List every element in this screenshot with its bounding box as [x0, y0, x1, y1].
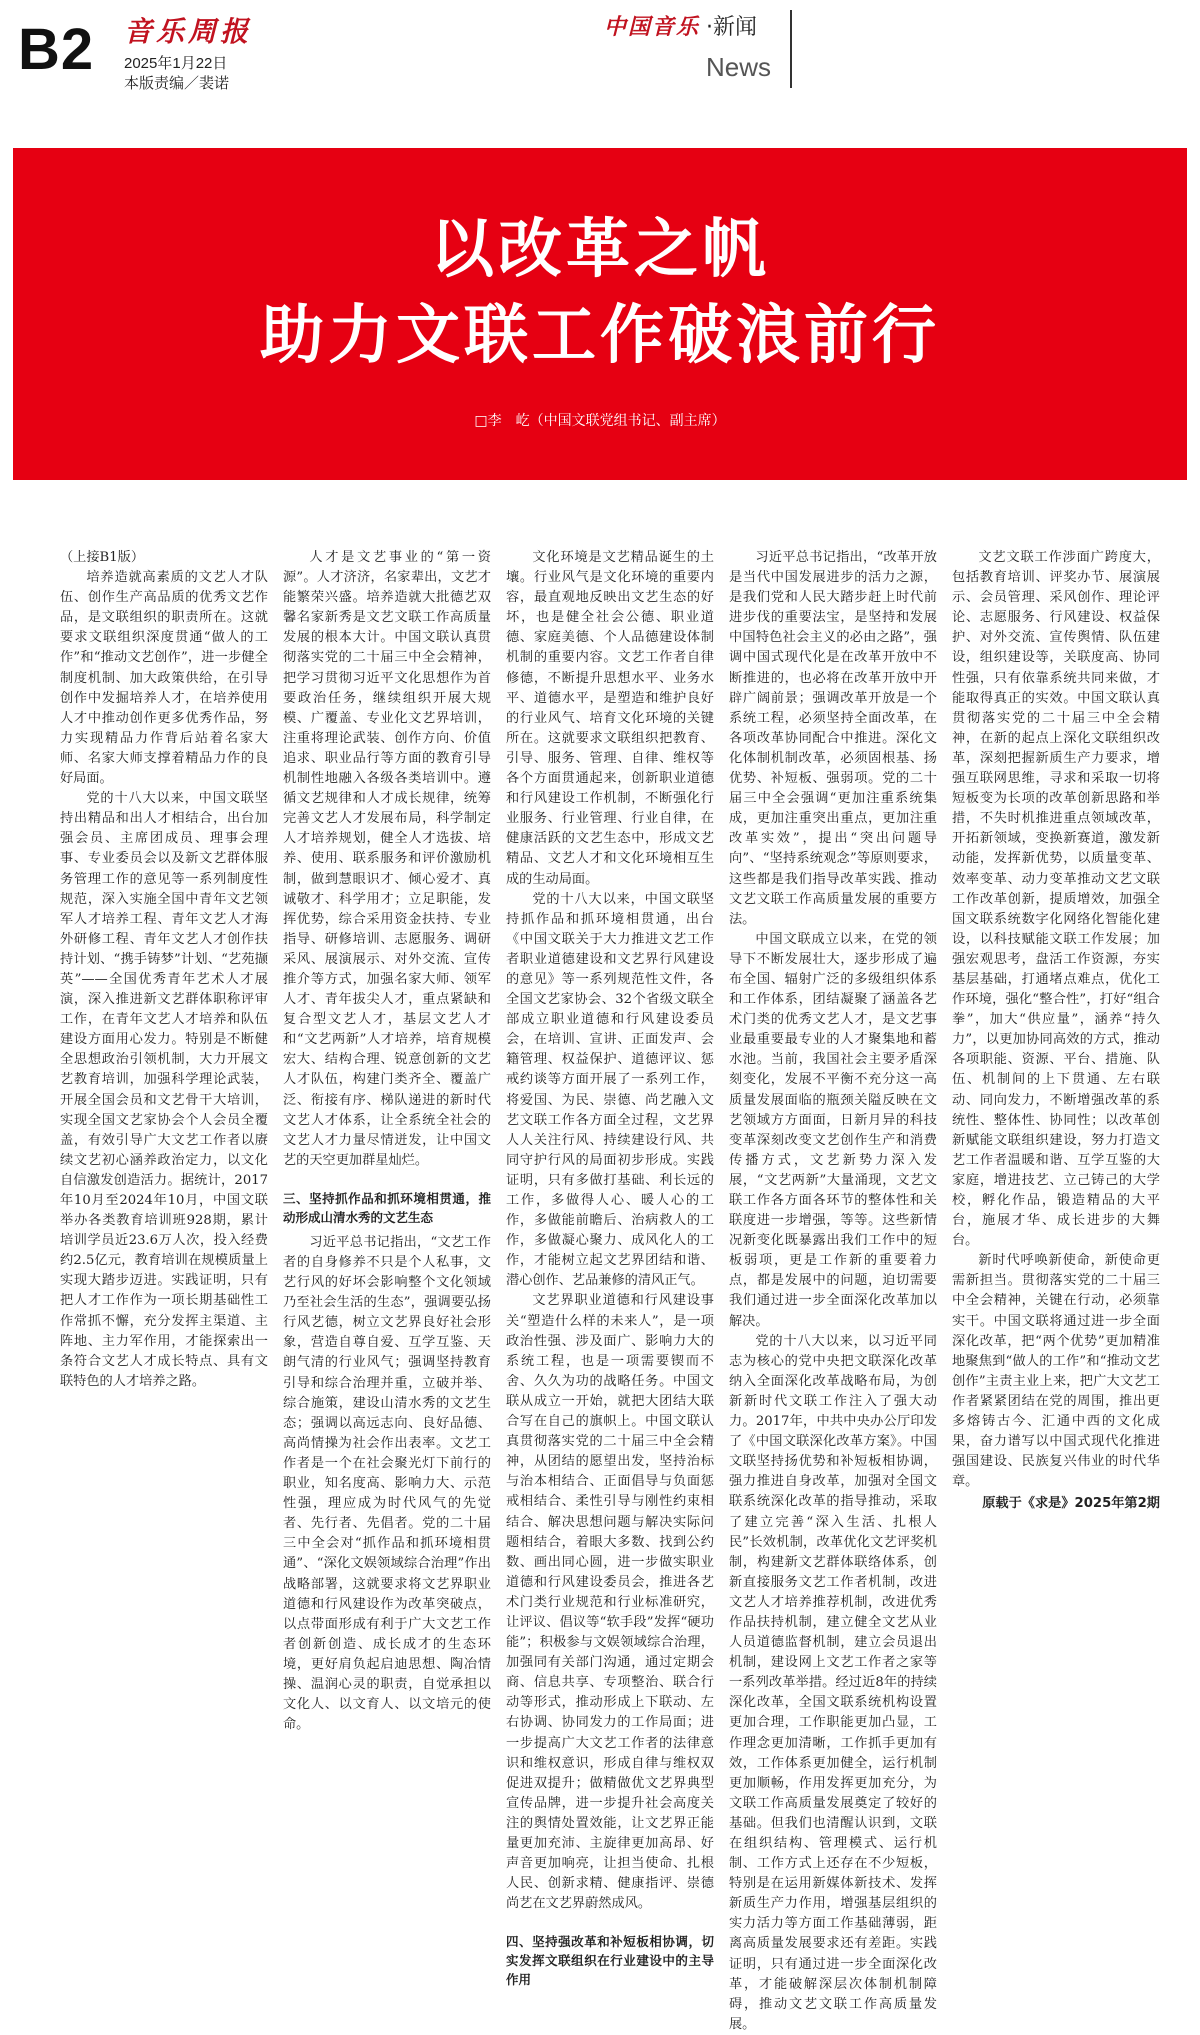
paragraph: 中国文联成立以来，在党的领导下不断发展壮大，逐步形成了遍布全国、辐射广泛的多级组织体系和工作体系，团结凝聚了涵盖各艺术门类的优秀文艺人才，是文艺事业最重要最专业的人才聚集地和蓄水池。当前，我国社会主要矛盾深刻变化，发展不平衡不充分这一高质量发展面临的瓶颈关隘反映在文艺领域方方面面，日新月异的科技变革深刻改变文艺创作生产和消费传播方式，文艺新势力深入发展，“文艺两新”大量涌现，文艺文联工作各方面各环节的整体性和关联度进一步增强，等等。这些新情况新变化既暴露出我们工作中的短板弱项，更是工作新的重要着力点，都是发展中的问题，迫切需要我们通过进一步全面深化改革加以解决。 [729, 931, 937, 1329]
column-1 [60, 548, 268, 1732]
section-logo: 中国音乐 [604, 14, 701, 40]
column-2 [283, 548, 491, 1732]
paragraph: 文化环境是文艺精品诞生的土壤。行业风气是文化环境的重要内容，最直观地反映出文艺生态的好坏，也是健全社会公德、职业道德、家庭美德、个人品德建设体制机制的重要内容。文艺工作者自律修德，不断提升思想水平、业务水平、道德水平，是塑造和维护良好的行业风气、培育文化环境的关键所在。这就要求文联组织把教育、引导、服务、管理、自律、维权等各个方面贯通起来，创新职业道德和行风建设工作机制，不断强化行业服务、行业管理、行业自律，在健康活跃的文艺生态中，形成文艺精品、文艺人才和文化环境相互生成的生动局面。 [506, 550, 714, 887]
article-body [60, 548, 1160, 2032]
masthead-divider [790, 10, 792, 88]
headline-line-2: 助力文联工作破浪前行 [260, 299, 940, 373]
source-note: 原载于《求是》2025年第2期 [982, 1496, 1160, 1512]
continued-note: （上接B1版） [60, 550, 145, 565]
paragraph: 党的十八大以来，中国文联坚持出精品和出人才相结合，出台加强会员、主席团成员、理事会理事、专业委员会以及新文艺群体服务管理工作的意见等一系列制度性规范，深入实施全国中青年文艺领军人才培养工程、青年文艺人才海外研修工程、青年文艺人才创作扶持计划、“携手铸梦”计划、“艺苑撷英”——全国优秀青年艺术人才展演，深入推进新文艺群体职称评审工作，在青年文艺人才培养和队伍建设方面用心发力。特别是不断健全思想政治引领机制，大力开展文艺教育培训，加强科学理论武装，开展全国会员和文艺骨干大培训，实现全国文艺家协会个人会员全覆盖，有效引导广大文艺工作者以赓续文艺初心涵养政治定力，以文化自信激发创造活力。据统计，2017年10月至2024年10月，中国文联举办各类教育培训班928期，累计培训学员近23.6万人次，投入经费约2.5亿元，教育培训在规模质量上实现大踏步迈进。实践证明，只有把人才工作作为一项长期基础性工作常抓不懈，充分发挥主渠道、主阵地、主力军作用，才能探索出一条符合文艺人才成长特点、具有文联特色的人才培养之路。 [60, 791, 268, 1389]
page-number: B2 [18, 17, 95, 82]
paragraph: 习近平总书记指出，“文艺工作者的自身修养不只是个人私事，文艺行风的好坏会影响整个文化领域乃至社会生活的生态”，强调要弘扬行风艺德，树立文艺界良好社会形象，营造自尊自爱、互学互鉴、天朗气清的行业风气；强调坚持教育引导和综合治理并重，立破并举、综合施策，建设山清水秀的文艺生态；强调以高远志向、良好品德、高尚情操为社会作出表率。文艺工作者是一个在社会聚光灯下前行的职业，知名度高、影响力大、示范性强，理应成为时代风气的先觉者、先行者、先倡者。党的二十届三中全会对“抓作品和抓环境相贯通”、“深化文娱领域综合治理”作出战略部署，这就要求将文艺界职业道德和行风建设作为改革突破点，以点带面形成有利于广大文艺工作者创新创造、成长成才的生态环境，更好肩负起启迪思想、陶冶情操、温润心灵的职责，自觉承担以文化人、以文育人、以文培元的使命。 [283, 1234, 491, 1733]
paragraph: 人才是文艺事业的“第一资源”。人才济济，名家辈出，文艺才能繁荣兴盛。培养造就大批德艺双馨名家新秀是文艺文联工作高质量发展的根本大计。中国文联认真贯彻落实党的二十届三中全会精神，把学习贯彻习近平文化思想作为首要政治任务，继续组织开展大规模、广覆盖、专业化文艺界培训，注重将理论武装、创作方向、价值追求、职业品行等方面的教育引导机制性地融入各级各类培训中。遵循文艺规律和人才成长规律，统筹完善文艺人才发展布局，科学制定人才培养规划，健全人才选拔、培养、使用、联系服务和评价激励机制，做到慧眼识才、倾心爱才、真诚敬才、科学用才；立足职能，发挥优势，综合采用资金扶持、专业指导、研修培训、志愿服务、调研采风、展演展示、对外交流、宣传推介等方式，加强名家大师、领军人才、青年拔尖人才，重点紧缺和复合型文艺人才，基层文艺人才和“文艺两新”人才培养，培育规模宏大、结构合理、锐意创新的文艺人才队伍，构建门类齐全、覆盖广泛、衔接有序、梯队递进的新时代文艺人才体系，让全系统全社会的文艺人才力量尽情迸发，让中国文艺的天空更加群星灿烂。 [283, 550, 491, 1168]
headline-line-1: 以改革之帆 [430, 213, 770, 287]
paragraph: 习近平总书记指出，“改革开放是当代中国发展进步的活力之源，是我们党和人民大踏步赶上时代前进步伐的重要法宝，是坚持和发展中国特色社会主义的必由之路”，强调中国式现代化是在改革开放中不断推进的，也必将在改革开放中开辟广阔前景；强调改革开放是一个系统工程，必须坚持全面改革，在各项改革协同配合中推进。深化文化体制机制改革，必须固根基、扬优势、补短板、强弱项。党的二十届三中全会强调“更加注重系统集成，更加注重突出重点，更加注重改革实效”，提出“突出问题导向”、“坚持系统观念”等原则要求，这些都是我们指导改革实践、推动文艺文联工作高质量发展的重要方法。 [729, 550, 937, 927]
section-4-heading: 四、坚持强改革和补短板相协调，切实发挥文联组织在行业建设中的主导作用 [506, 1934, 714, 1988]
column-3 [506, 548, 714, 1988]
issue-date: 2025年1月22日 [124, 55, 228, 72]
section-3-heading: 三、坚持抓作品和抓环境相贯通，推动形成山清水秀的文艺生态 [283, 1190, 491, 1225]
section-name: ·新闻 [706, 15, 757, 40]
column-4 [729, 548, 937, 2032]
section-name-en: News [706, 52, 772, 82]
page-editor: 本版责编／裴诺 [124, 75, 230, 92]
paragraph: 文艺文联工作涉面广跨度大，包括教育培训、评奖办节、展演展示、会员管理、采风创作、理论评论、志愿服务、行风建设、权益保护、对外交流、宣传舆情、队伍建设，组织建设等，关联度高、协同性强，只有依靠系统共同来做，才能取得真正的实效。中国文联认真贯彻落实党的二十届三中全会精神，在新的起点上深化文联组织改革，深刻把握新质生产力要求，增强互联网思维，寻求和采取一切将短板变为长项的改革创新思路和举措，不失时机推进重点领域改革，开拓新领域，变换新赛道，激发新动能，发挥新优势，以质量变革、效率变革、动力变革推动文艺文联工作改革创新，提质增效，加强全国文联系统数字化网络化智能化建设，以科技赋能文联工作发展；加强宏观思考，盘活工作资源，夯实基层基础，打通堵点难点，优化工作环境，强化“整合性”，打好“组合拳”，加大“供应量”，涵养“持久力”，以更加协同高效的方式，推动各项职能、资源、平台、措施、队伍、机制间的上下贯通、左右联动、同向发力，不断增强改革的系统性、整体性、协同性；以改革创新赋能文联组织建设，努力打造文艺工作者温暖和谐、互学互鉴的大家庭，增进技艺、立己铸己的大学校，孵化作品，锻造精品的大平台，施展才华、成长进步的大舞台。 [952, 550, 1160, 1249]
paragraph: 党的十八大以来，中国文联坚持抓作品和抓环境相贯通，出台《中国文联关于大力推进文艺工作者职业道德建设和文艺界行风建设的意见》等一系列规范性文件，各全国文艺家协会、32个省级文联全部成立职业道德和行风建设委员会，在培训、宣讲、正面发声、会籍管理、权益保护、道德评议、惩戒约谈等方面开展了一系列工作，将爱国、为民、崇德、尚艺融入文艺文联工作各方面全过程，文艺界人人关注行风、持续建设行风、共同守护行风的局面初步形成。实践证明，只有多做打基础、利长远的工作，多做得人心、暖人心的工作，多做能前瞻后、治病救人的工作，多做凝心聚力、成风化人的工作，才能树立起文艺界团结和谐、潜心创作、艺品兼修的清风正气。 [506, 891, 714, 1289]
byline: □李 屹（中国文联党组书记、副主席） [474, 413, 726, 429]
paragraph: 新时代呼唤新使命，新使命更需新担当。贯彻落实党的二十届三中全会精神，关键在行动，必须靠实干。中国文联将通过进一步全面深化改革，把“两个优势”更加精准地聚焦到“做人的工作”和“推动文艺创作”主责主业上来，把广大文艺工作者紧紧团结在党的周围，推出更多熔铸古今、汇通中西的文化成果，奋力谱写以中国式现代化推进强国建设、民族复兴伟业的时代华章。 [952, 1253, 1160, 1490]
column-5 [952, 548, 1160, 1732]
paragraph: 培养造就高素质的文艺人才队伍、创作生产高品质的优秀文艺作品，是文联组织的职责所在。这就要求文联组织深度贯通“做人的工作”和“推动文艺创作”，进一步健全制度机制、加大政策供给，在引导创作中发掘培养人才，在培养使用人才中推动创作更多优秀作品，努力实现精品力作背后站着名家大师、名家大师支撑着精品力作的良好局面。 [60, 570, 268, 787]
paragraph: 文艺界职业道德和行风建设事关“塑造什么样的未来人”，是一项政治性强、涉及面广、影响力大的系统工程，也是一项需要锲而不舍、久久为功的战略任务。中国文联从成立一开始，就把大团结大联合写在自己的旗帜上。中国文联认真贯彻落实党的二十届三中全会精神，从团结的愿望出发，坚持治标与治本相结合、正面倡导与负面惩戒相结合、柔性引导与刚性约束相结合、解决思想问题与解决实际问题相结合，着眼大多数、找到公约数、画出同心圆，进一步做实职业道德和行风建设委员会，推进各艺术门类行业规范和行业标准研究，让评议、倡议等“软手段”发挥“硬功能”；积极参与文娱领域综合治理，加强同有关部门沟通，通过定期会商、信息共享、专项整治、联合行动等形式，推动形成上下联动、左右协调、协同发力的工作局面；进一步提高广大文艺工作者的法律意识和维权意识，形成自律与维权双促进双提升；做精做优文艺界典型宣传品牌，进一步提升社会高度关注的舆情处置效能，让文艺界正能量更加充沛、主旋律更加高昂、好声音更加响亮，让担当使命、扎根人民、创新求精、健康指评、崇德尚艺在文艺界蔚然成风。 [506, 1293, 714, 1912]
headline-banner [13, 148, 1187, 480]
paper-logo: 音乐周报 [124, 15, 253, 48]
masthead [0, 0, 1200, 96]
paragraph: 党的十八大以来，以习近平同志为核心的党中央把文联深化改革纳入全面深化改革战略布局，为创新新时代文联工作注入了强大动力。2017年，中共中央办公厅印发了《中国文联深化改革方案》。中国文联坚持扬优势和补短板相协调，强力推进自身改革，加强对全国文联系统深化改革的指导推动，采取了建立完善“深入生活、扎根人民”长效机制，改革优化文艺评奖机制，构建新文艺群体联络体系，创新直接服务文艺工作者机制，改进文艺人才培养推荐机制，改进优秀作品扶持机制，建立健全文艺从业人员道德监督机制，建立会员退出机制，建设网上文艺工作者之家等一系列改革举措。经过近8年的持续深化改革，全国文联系统机构设置更加合理，工作职能更加凸显，工作理念更加清晰，工作抓手更加有效，工作体系更加健全，运行机制更加顺畅，作用发挥更加充分，为文联工作高质量发展奠定了较好的基础。但我们也清醒认识到，文联在组织结构、管理模式、运行机制、工作方式上还存在不少短板，特别是在运用新媒体新技术、发挥新质生产力作用，增强基层组织的实力活力等方面工作基础薄弱，距离高质量发展要求还有差距。实践证明，只有通过进一步全面深化改革，才能破解深层次体制机制障碍，推动文艺文联工作高质量发展。 [729, 1333, 937, 2032]
